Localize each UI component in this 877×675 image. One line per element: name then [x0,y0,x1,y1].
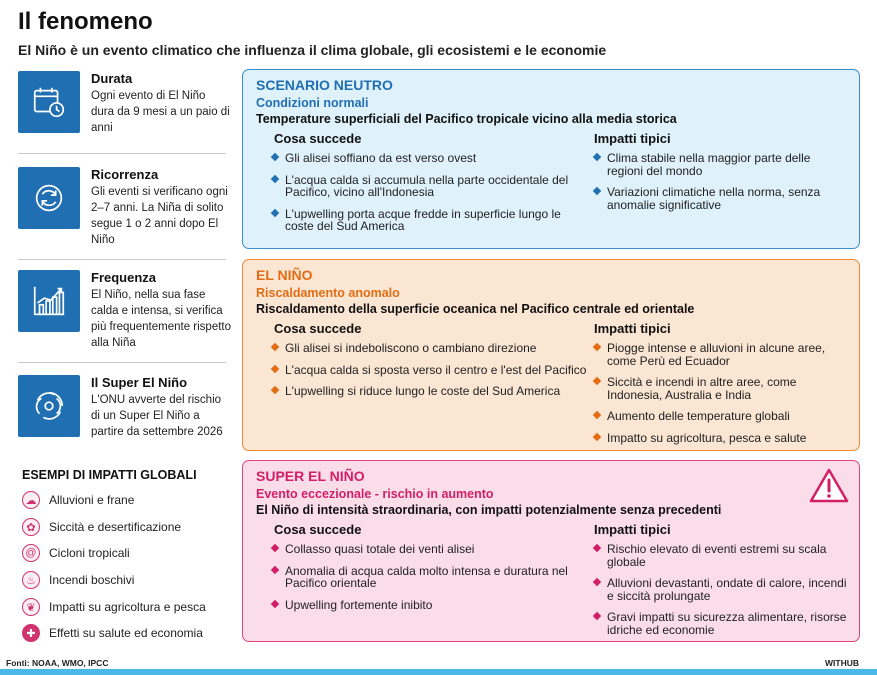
list-item: Clima stabile nella maggior parte delle regioni del mondo [594,152,849,177]
scenario-subtitle: Riscaldamento anomalo [256,286,400,300]
bottom-bar [0,669,877,675]
list-item: Rischio elevato di eventi estremi su scala globale [594,543,849,568]
chart-growth-icon [18,270,80,332]
column-heading: Cosa succede [274,131,362,146]
scenario-subtitle: Condizioni normali [256,96,369,110]
example-label: Siccità e desertificazione [49,520,182,534]
column-heading: Impatti tipici [594,522,671,537]
scenario-title: EL NIÑO [256,267,313,283]
scenario-neutral-panel [242,69,860,249]
example-label: Effetti su salute ed economia [49,626,203,640]
example-item [22,622,232,644]
agriculture-icon: ❦ [22,598,40,616]
info-card-frequenza [18,270,232,350]
cyclone-icon [18,375,80,437]
storm-cloud-icon: ☁ [22,491,40,509]
list-item: Anomalia di acqua calda molto intensa e duratura nel Pacifico orientale [272,565,592,590]
info-card-title: Il Super El Niño [91,375,188,390]
calendar-clock-icon [18,71,80,133]
list-item: Collasso quasi totale dei venti alisei [272,543,592,556]
fire-icon: ♨ [22,571,40,589]
warning-icon [808,467,850,505]
page-title: Il fenomeno [18,8,153,35]
bullet-list [272,152,592,242]
scenario-title: SCENARIO NEUTRO [256,77,393,93]
bullet-list [594,543,849,645]
info-card-text: L'ONU avverte del rischio di un Super El Niño a partire da settembre 2026 [91,394,223,438]
example-item [22,489,232,511]
list-item: Gravi impatti su sicurezza alimentare, risorse idriche ed economie [594,611,849,636]
divider [18,259,226,260]
examples-title: ESEMPI DI IMPATTI GLOBALI [22,468,197,482]
example-label: Cicloni tropicali [49,546,130,560]
scenario-super-el-nino-panel [242,460,860,642]
example-item [22,596,232,618]
info-card-text: Gli eventi si verificano ogni 2–7 anni. La Niña di solito segue 1 o 2 anni dopo El Niño [91,186,228,246]
list-item: Aumento delle temperature globali [594,410,849,423]
list-item: Gli alisei si indeboliscono o cambiano direzione [272,342,592,355]
scenario-description: Temperature superficiali del Pacifico tropicale vicino alla media storica [256,112,677,126]
page-subtitle: El Niño è un evento climatico che influenza il clima globale, gli ecosistemi e le economie [18,42,607,58]
example-item [22,516,232,538]
example-item [22,542,232,564]
example-label: Alluvioni e frane [49,493,135,507]
bullet-list [594,342,849,453]
example-item [22,569,232,591]
scenario-subtitle: Evento eccezionale - rischio in aumento [256,487,494,501]
footer-brand: WITHUB [825,658,859,668]
info-card-title: Durata [91,71,133,86]
info-card-title: Frequenza [91,270,157,285]
example-label: Incendi boschivi [49,573,135,587]
dry-plant-icon: ✿ [22,518,40,536]
list-item: Piogge intense e alluvioni in alcune aree, come Perù ed Ecuador [594,342,849,367]
scenario-el-nino-panel [242,259,860,451]
info-card-ricorrenza [18,167,228,246]
cyclone-icon: @ [22,544,40,562]
column-heading: Cosa succede [274,522,362,537]
list-item: L'acqua calda si sposta verso il centro e l'est del Pacifico [272,364,592,377]
cycle-arrows-icon [18,167,80,229]
divider [18,362,226,363]
divider [18,153,226,154]
list-item: L'acqua calda si accumula nella parte occidentale del Pacifico, vicino all'Indonesia [272,174,592,199]
list-item: Impatto su agricoltura, pesca e salute [594,432,849,445]
info-card-durata [18,71,230,141]
list-item: Gli alisei soffiano da est verso ovest [272,152,592,165]
info-card-title: Ricorrenza [91,167,159,182]
example-label: Impatti su agricoltura e pesca [49,600,206,614]
footer-sources: Fonti: NOAA, WMO, IPCC [6,658,109,668]
bullet-list [594,152,849,220]
info-card-super-el-nino [18,375,226,455]
column-heading: Impatti tipici [594,321,671,336]
bullet-list [272,342,592,407]
scenario-title: SUPER EL NIÑO [256,468,365,484]
column-heading: Impatti tipici [594,131,671,146]
bullet-list [272,543,592,620]
list-item: L'upwelling porta acque fredde in superficie lungo le coste del Sud America [272,208,592,233]
list-item: Upwelling fortemente inibito [272,599,592,612]
column-heading: Cosa succede [274,321,362,336]
health-cross-icon: ✚ [22,624,40,642]
list-item: L'upwelling si riduce lungo le coste del Sud America [272,385,592,398]
list-item: Alluvioni devastanti, ondate di calore, incendi e siccità prolungate [594,577,849,602]
scenario-description: Riscaldamento della superficie oceanica nel Pacifico centrale ed orientale [256,302,695,316]
list-item: Siccità e incendi in altre aree, come Indonesia, Australia e India [594,376,849,401]
info-card-text: El Niño, nella sua fase calda e intensa, si verifica più frequentemente rispetto alla Niña [91,289,232,349]
info-card-text: Ogni evento di El Niño dura da 9 mesi a un paio di anni [91,90,230,134]
list-item: Variazioni climatiche nella norma, senza anomalie significative [594,186,849,211]
scenario-description: El Niño di intensità straordinaria, con impatti potenzialmente senza precedenti [256,503,722,517]
